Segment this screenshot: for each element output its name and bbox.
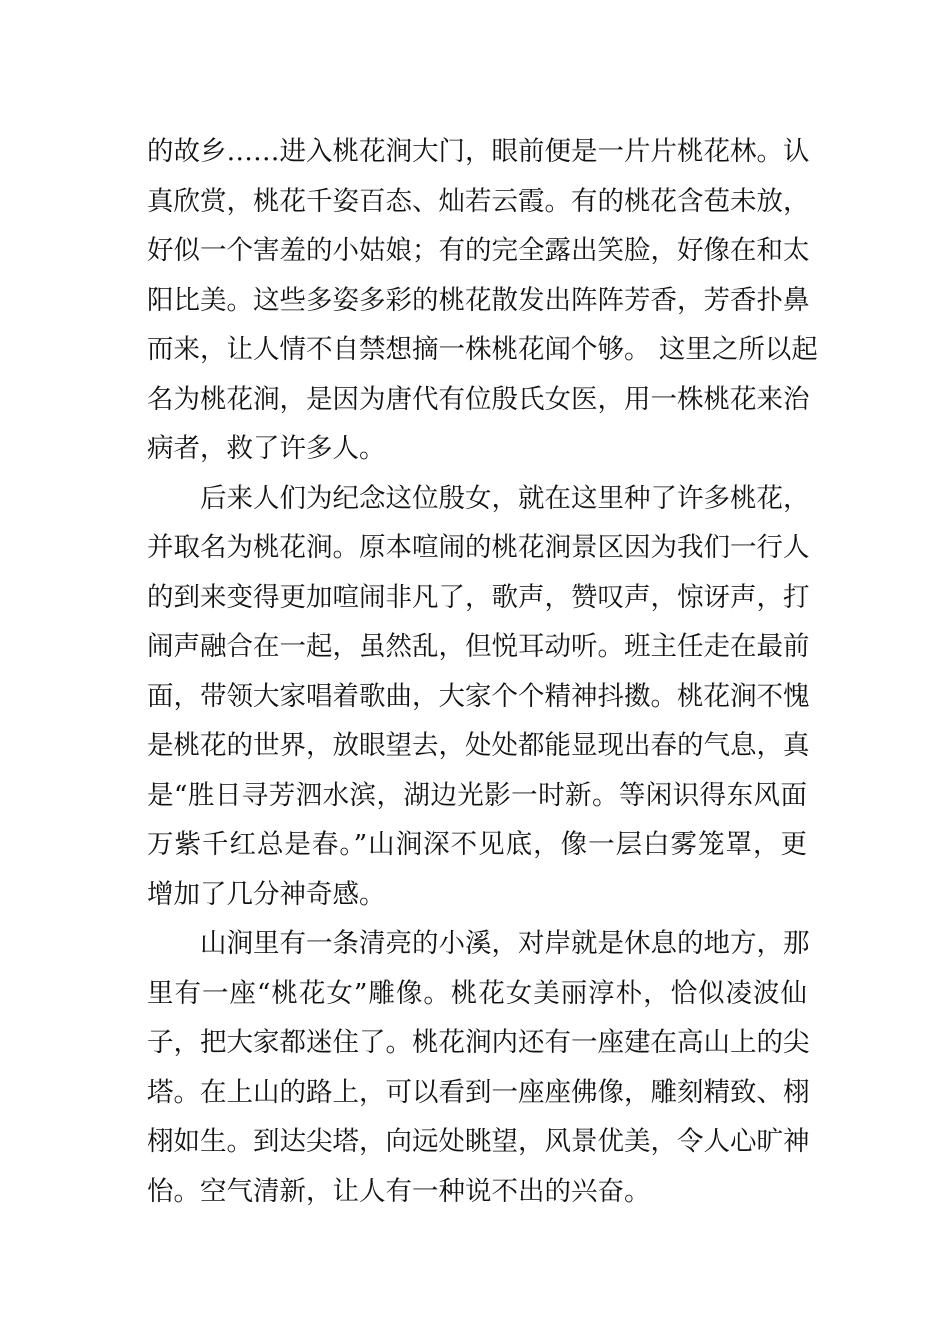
text-line: 怡。空气清新，让人有一种说不出的兴奋。 — [147, 1175, 651, 1207]
text-line: 并取名为桃花涧。原本喧闹的桃花涧景区因为我们一行人 — [147, 532, 810, 563]
text-line: 名为桃花涧，是因为唐代有位殷氏女医，用一株桃花来治 — [147, 383, 810, 415]
text-line: 塔。在上山的路上，可以看到一座座佛像，雕刻精致、栩 — [147, 1076, 810, 1108]
text-line: 后来人们为纪念这位殷女，就在这里种了许多桃花， — [147, 482, 810, 514]
text-line: 面，带领大家唱着歌曲，大家个个精神抖擞。桃花涧不愧 — [147, 680, 810, 712]
text-line: 山涧里有一条清亮的小溪，对岸就是休息的地方，那 — [147, 928, 810, 959]
text-line: 阳比美。这些多姿多彩的桃花散发出阵阵芳香，芳香扑鼻 — [147, 284, 810, 316]
text-line: 万紫千红总是春。”山涧深不见底，像一层白雾笼罩，更 — [147, 829, 807, 860]
text-line: 真欣赏，桃花千姿百态、灿若云霞。有的桃花含苞未放， — [147, 185, 810, 217]
text-line: 是“胜日寻芳泗水滨，湖边光影一时新。等闲识得东风面 — [147, 779, 807, 811]
body-text — [147, 127, 818, 1216]
text-line: 闹声融合在一起，虽然乱，但悦耳动听。班主任走在最前 — [147, 631, 810, 662]
text-line: 是桃花的世界，放眼望去，处处都能显现出春的气息，真 — [147, 730, 810, 761]
text-line: 里有一座“桃花女”雕像。桃花女美丽淳朴，恰似凌波仙 — [147, 977, 807, 1009]
text-line: 的故乡……进入桃花涧大门，眼前便是一片片桃花林。认 — [147, 136, 810, 167]
text-line: 增加了几分神奇感。 — [147, 878, 386, 910]
text-line: 的到来变得更加喧闹非凡了，歌声，赞叹声，惊讶声，打 — [147, 581, 810, 613]
text-line: 好似一个害羞的小姑娘；有的完全露出笑脸，好像在和太 — [147, 235, 810, 266]
text-line: 而来，让人情不自禁想摘一株桃花闻个够。 这里之所以起 — [147, 334, 818, 365]
text-line: 子，把大家都迷住了。桃花涧内还有一座建在高山上的尖 — [147, 1027, 810, 1058]
text-line: 栩如生。到达尖塔，向远处眺望，风景优美，令人心旷神 — [147, 1126, 810, 1157]
text-line: 病者，救了许多人。 — [147, 433, 386, 464]
